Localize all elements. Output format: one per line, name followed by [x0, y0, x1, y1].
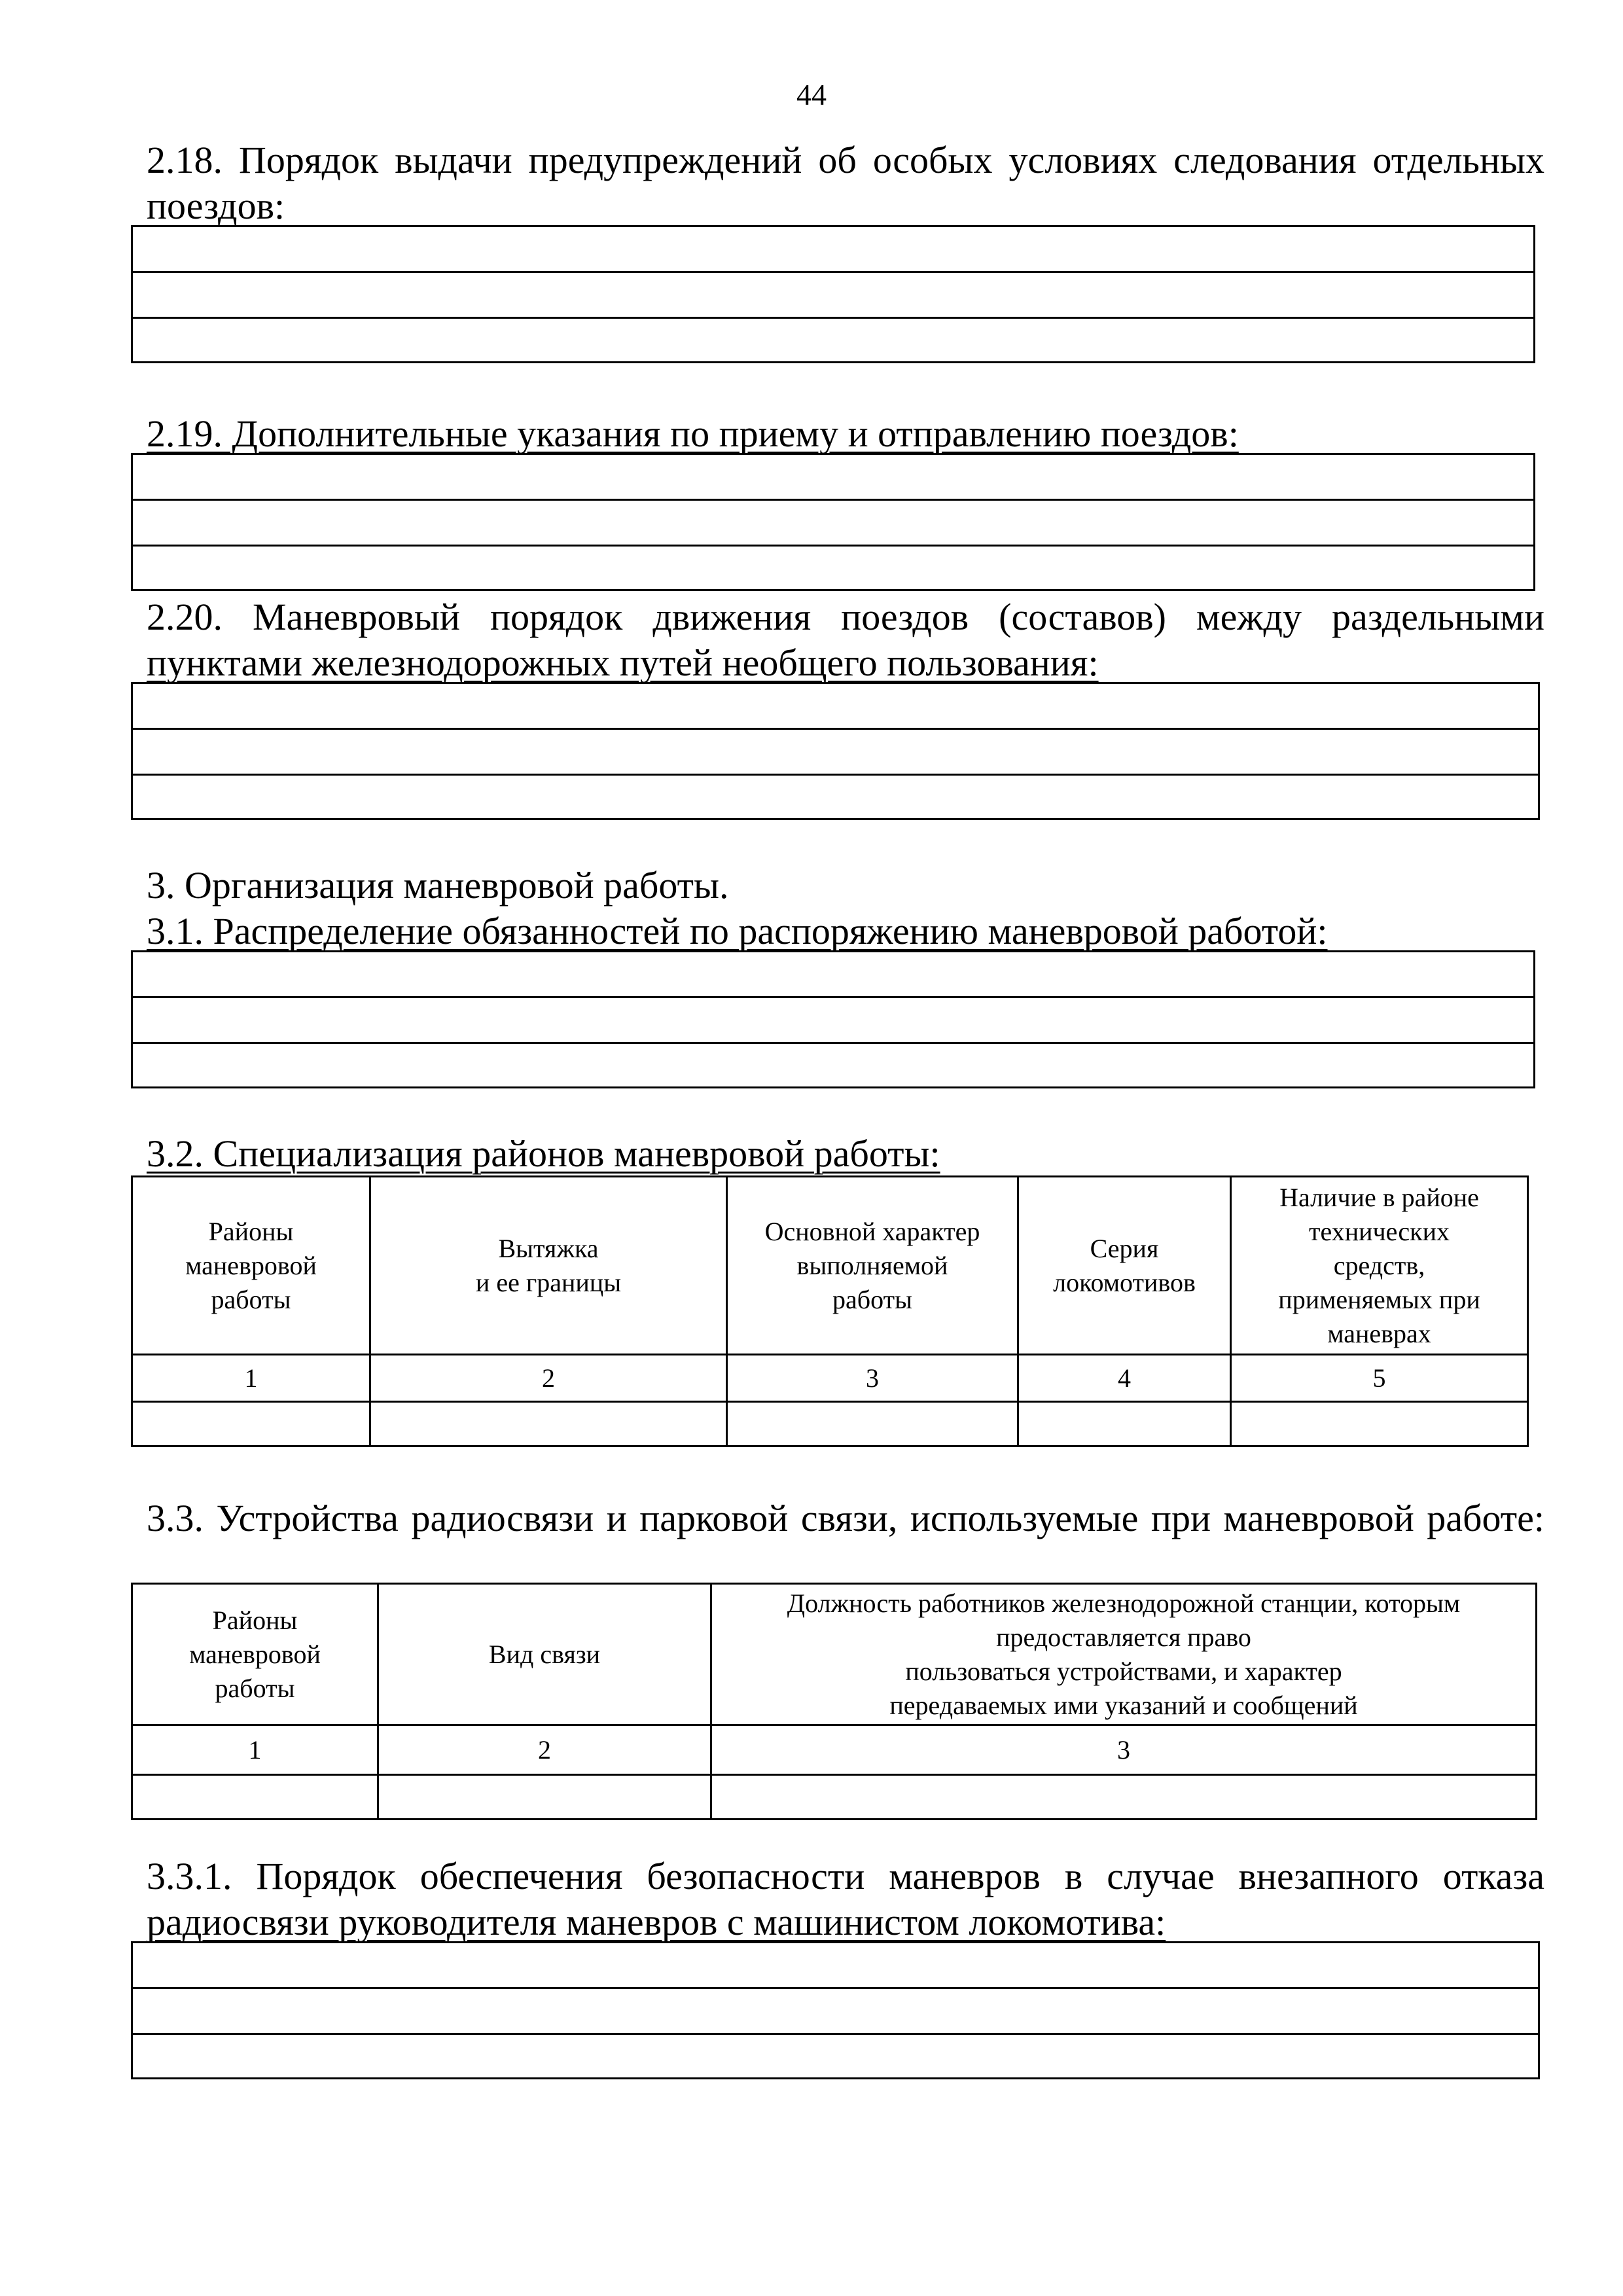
answer-box-2-20[interactable]	[131, 682, 1540, 820]
section-3-3-1-line2: радиосвязи руководителя маневров с машинистом локомотива:	[147, 1901, 1166, 1943]
column-number: 1	[132, 1355, 370, 1402]
header-text: Серия локомотивов	[1053, 1233, 1196, 1297]
header-cell-staff-positions	[711, 1584, 1537, 1725]
header-text: Основной характер выполняемой работы	[764, 1216, 980, 1314]
column-number: 2	[378, 1725, 711, 1775]
page-number: 44	[796, 78, 827, 111]
table-header-row	[132, 1177, 1528, 1355]
column-number: 1	[132, 1725, 378, 1775]
table-cell-empty[interactable]	[370, 1402, 727, 1446]
table-cell-empty[interactable]	[132, 1402, 370, 1446]
column-number: 2	[370, 1355, 727, 1402]
section-3-2-title: 3.2. Специализация районов маневровой работы:	[147, 1132, 940, 1175]
table-cell-empty[interactable]	[1018, 1402, 1231, 1446]
answer-line[interactable]	[133, 455, 1533, 501]
section-3-title: 3. Организация маневровой работы.	[147, 864, 729, 906]
answer-line[interactable]	[133, 2035, 1538, 2081]
table-cell-empty[interactable]	[378, 1775, 711, 1820]
column-number: 5	[1231, 1355, 1528, 1402]
section-2-19-heading: 2.19. Дополнительные указания по приему и отправлению поездов:	[147, 412, 1239, 455]
table-number-row	[132, 1725, 1537, 1775]
table-cell-empty[interactable]	[1231, 1402, 1528, 1446]
section-2-20-line1: 2.20. Маневровый порядок движения поездов (составов) между раздельными	[147, 596, 1544, 638]
table-cell-empty[interactable]	[711, 1775, 1537, 1820]
answer-line[interactable]	[133, 952, 1533, 998]
answer-line[interactable]	[133, 1044, 1533, 1090]
header-text: Наличие в районе технических средств, применяемых при маневрах	[1278, 1182, 1480, 1348]
answer-line[interactable]	[133, 684, 1538, 730]
answer-box-2-19[interactable]	[131, 453, 1535, 591]
header-cell-locomotive-series	[1018, 1177, 1231, 1355]
header-cell-work-type	[727, 1177, 1018, 1355]
header-text: Вид связи	[488, 1639, 601, 1669]
section-2-18-line1: 2.18. Порядок выдачи предупреждений об особых условиях следования отдельных	[147, 139, 1544, 181]
answer-line[interactable]	[133, 998, 1533, 1044]
answer-box-2-18[interactable]	[131, 225, 1535, 363]
header-text: Вытяжка и ее границы	[475, 1233, 622, 1297]
answer-line[interactable]	[133, 776, 1538, 821]
answer-line[interactable]	[133, 1989, 1538, 2035]
header-cell-spur	[370, 1177, 727, 1355]
table-row	[132, 1775, 1537, 1820]
column-number: 4	[1018, 1355, 1231, 1402]
table-header-row	[132, 1584, 1537, 1725]
table-3-3	[131, 1583, 1537, 1820]
table-cell-empty[interactable]	[727, 1402, 1018, 1446]
column-number: 3	[711, 1725, 1537, 1775]
answer-box-3-3-1[interactable]	[131, 1941, 1540, 2079]
section-3-3-title: 3.3. Устройства радиосвязи и парковой связи, используемые при маневровой работе:	[147, 1497, 1544, 1539]
answer-line[interactable]	[133, 547, 1533, 592]
header-text: Районы маневровой работы	[189, 1605, 321, 1703]
answer-line[interactable]	[133, 227, 1533, 273]
header-cell-districts	[132, 1177, 370, 1355]
table-cell-empty[interactable]	[132, 1775, 378, 1820]
header-cell-communication-type	[378, 1584, 711, 1725]
table-number-row	[132, 1355, 1528, 1402]
header-cell-technical-means	[1231, 1177, 1528, 1355]
answer-box-3-1[interactable]	[131, 950, 1535, 1088]
table-3-2	[131, 1175, 1529, 1447]
answer-line[interactable]	[133, 319, 1533, 365]
header-text: Районы маневровой работы	[185, 1216, 317, 1314]
table-row	[132, 1402, 1528, 1446]
section-2-20-line2: пунктами железнодорожных путей необщего пользования:	[147, 641, 1099, 684]
column-number: 3	[727, 1355, 1018, 1402]
answer-line[interactable]	[133, 730, 1538, 776]
section-2-18-line2: поездов:	[147, 185, 285, 227]
answer-line[interactable]	[133, 273, 1533, 319]
section-3-3-1-line1: 3.3.1. Порядок обеспечения безопасности маневров в случае внезапного отказа	[147, 1855, 1544, 1897]
header-cell-districts	[132, 1584, 378, 1725]
header-text: Должность работников железнодорожной станции, которым предоставляется право пользоваться устройствами, и характер передаваемых ими указаний и сообщений	[787, 1588, 1461, 1720]
answer-line[interactable]	[133, 501, 1533, 547]
section-3-1-heading: 3.1. Распределение обязанностей по распоряжению маневровой работой:	[147, 910, 1328, 952]
answer-line[interactable]	[133, 1943, 1538, 1989]
